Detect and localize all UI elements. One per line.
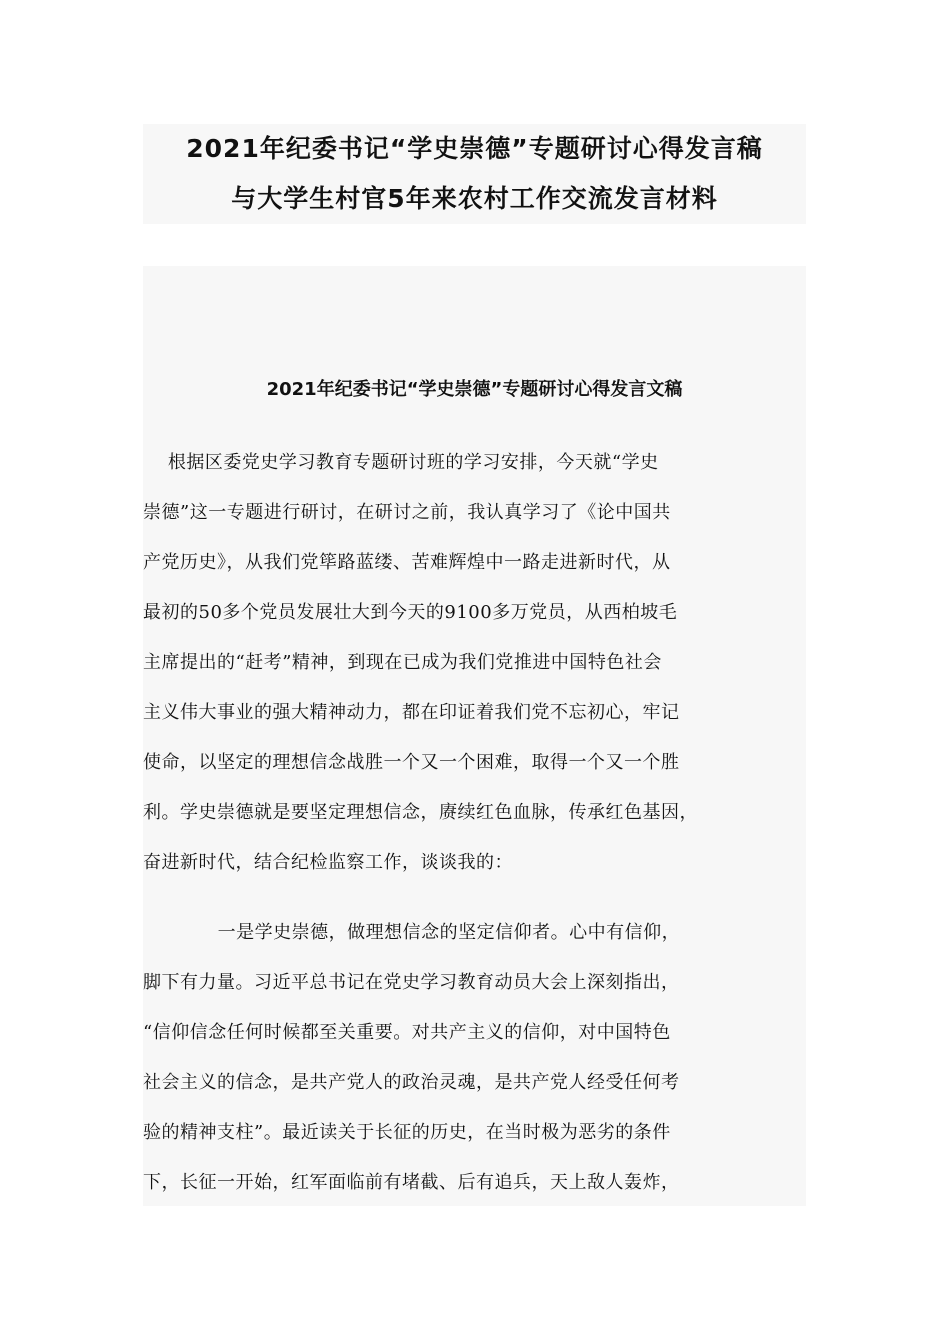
title-line-1: 2021年纪委书记“学史崇德”专题研讨心得发言稿 [186,134,763,163]
title-line-2: 与大学生村官5年来农村工作交流发言材料 [231,184,718,213]
paragraph-line: 验的精神支柱”。最近读关于长征的历史，在当时极为恶劣的条件 [143,1122,671,1143]
paragraph-line: 主义伟大事业的强大精神动力，都在印证着我们党不忘初心，牢记 [143,702,680,723]
paragraph-line: 产党历史》，从我们党筚路蓝缕、苦难辉煌中一路走进新时代，从 [143,552,671,573]
paragraph-line: 使命，以坚定的理想信念战胜一个又一个困难，取得一个又一个胜 [143,752,680,773]
paragraph-line: 下，长征一开始，红军面临前有堵截、后有追兵，天上敌人轰炸， [143,1172,680,1193]
paragraph-line: 奋进新时代，结合纪检监察工作，谈谈我的： [143,852,513,873]
document-body [143,266,806,1206]
paragraph-line: 社会主义的信念，是共产党人的政治灵魂，是共产党人经受任何考 [143,1072,680,1093]
paragraph-line: 最初的50多个党员发展壮大到今天的9100多万党员，从西柏坡毛 [143,602,678,623]
paragraph-2 [143,908,806,1208]
paragraph-line: 利。学史崇德就是要坚定理想信念，赓续红色血脉，传承红色基因， [143,802,698,823]
document-title [143,124,806,224]
paragraph-line: 根据区委党史学习教育专题研讨班的学习安排，今天就“学史 [143,452,659,473]
paragraph-line: “信仰信念任何时候都至关重要。对共产主义的信仰，对中国特色 [143,1022,671,1043]
paragraph-1 [143,438,806,888]
paragraph-line: 崇德”这一专题进行研讨，在研讨之前，我认真学习了《论中国共 [143,502,671,523]
section-title: 2021年纪委书记“学史崇德”专题研讨心得发言文稿 [266,379,683,400]
paragraph-line: 脚下有力量。习近平总书记在党史学习教育动员大会上深刻指出， [143,972,680,993]
paragraph-line: 主席提出的“赶考”精神，到现在已成为我们党推进中国特色社会 [143,652,662,673]
paragraph-line: 一是学史崇德，做理想信念的坚定信仰者。心中有信仰， [143,922,681,943]
